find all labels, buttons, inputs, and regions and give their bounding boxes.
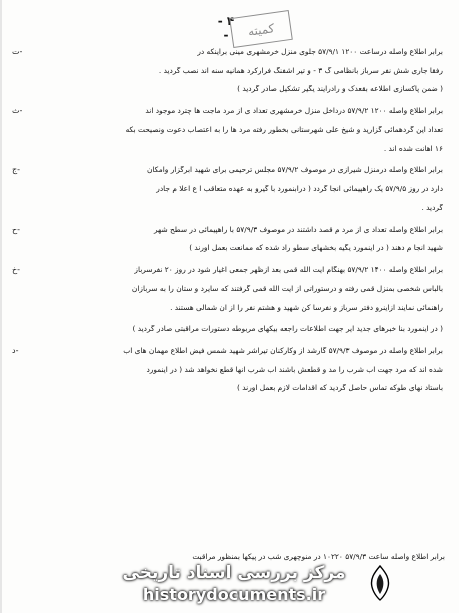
document-body	[12, 48, 443, 573]
paragraph-line: برابر اطلاع واصله تعداد ی از مرد م قصد داشتند در موصوف ۵۷/۹/۳ با راهپیمائی در سطح شهر	[153, 225, 443, 234]
paragraph-line: برابر اطلاع واصله درمنزل شیرازی در موصوف ۵۷/۹/۲ مجلس ترحیمی برای شهید ابرگزار وامکان	[147, 166, 443, 175]
paragraph	[12, 107, 443, 153]
paragraph-marker: ت-	[12, 47, 23, 56]
bottom-text-line: برابر اطلاع واصله ساعت ۵۷/۹/۳ ۱۰۲۲۰ در منوچهری شب در پیکها بمنظور مراقبت	[192, 552, 445, 561]
paragraph	[12, 266, 443, 312]
scan-edge	[0, 0, 2, 613]
paragraph-line: بالباس شخصی بمنزل قمی رفته و درستوراتی از آیت الله قمی گرفتند که سایرد و ستان را به سربازان	[131, 284, 443, 293]
paragraph-marker: خ-	[12, 265, 21, 275]
paragraph-marker: د-	[12, 346, 19, 356]
paragraph-line: باستاد نهای طوکه تماس حاصل گردید که اقدامات لازم بعمل آورند )	[237, 384, 443, 393]
paragraph-marker: ح-	[12, 224, 21, 234]
paragraph	[12, 347, 443, 393]
paragraph	[12, 226, 443, 253]
page-number: - ۴ -	[217, 14, 235, 42]
paragraph-marker	[12, 324, 26, 336]
paragraph-line: ( ضمن پاکسازی اطلاعه بقعدک و رادرایند یگیر تشکیل صادر گردید )	[237, 85, 443, 94]
paragraph-line: رفقا جاری شش نفر سرباز بانظامی گ ۳ - و تیر اشفنگ فرارکرد همانیه سنه اند نصب گردید .	[158, 66, 443, 75]
paragraph-line: راهنمائی نمایند ازاینرو دفتر سرباز و نفرسا کن شهید و هشتم نفر را از آن شمالی هستند .	[170, 303, 443, 312]
paragraph-marker: ج-	[12, 165, 21, 175]
paragraph-line: شهید انجا م دهند ( در اینمورد یگیه بخشهای سطو راد شده که ممانعت بعمل آورند )	[189, 244, 443, 253]
archive-stamp: کمیته	[229, 10, 293, 48]
paragraph-line: ۱۶ اهانت شده اند .	[383, 144, 443, 153]
paragraph-line: برابر اطلاع واصله درساعت ۱۲۰۰ ۵۷/۹/۱ جلوی منزل خرمشهری مینی براینکه در	[197, 48, 443, 56]
paragraph	[12, 48, 443, 94]
paragraph	[12, 325, 443, 334]
paragraph	[12, 166, 443, 212]
paragraph-marker: ث-	[12, 106, 23, 116]
paragraph-line: دارد در روز ۵۷/۹/۵ یک راهپیمائی انجا گردد ( درابنمورد با گیرو به عهده متعاقب ا ع اعلا م جادر	[156, 185, 443, 194]
paragraph-line: برابر اطلاع واصله ۱۲۰۰ ۵۷/۹/۲ درداخل منزل خرمشهری تعداد ی از مرد ماجت ها چترد موجود اند	[145, 107, 443, 116]
watermark-url: historydocuments.ir	[142, 585, 326, 604]
paragraph-line: گردید .	[421, 203, 443, 212]
paragraph-line: برابر اطلاع واصله ۱۴۰۰ ۵۷/۹/۲ بهنگام آیت الله قمی بعد ازظهر جمعی اغیار شود در روز ۲۰ نفرسرباز	[134, 266, 443, 275]
paragraph-line: تعداد این گردهمائی گزارید و شیخ علی شهرستانی بخطور رفته مرد ها را به اعتصاب دعوت ونصیحت بکه	[125, 125, 443, 134]
paragraph-line: ( در اینمورد بنا خبرهای جدید ایر جهت اطلاعات راجعه بیکهای مربوطه دستورات مراقبتی صادر گردید )	[132, 325, 443, 334]
paragraph-line: شده اند که مرد جهت آب شرب را مد و قطعش باشند آب شرب آنها قطع نخواهد شد ( در اینمورد	[146, 365, 443, 374]
paragraph-line: برابر اطلاع واصله در موصوف ۵۷/۹/۳ گارشد از وکارکنان تیراشر شهید شمس فیض اطلاع مهمان های آب	[123, 347, 443, 356]
watermark-title: مرکز بررسی اسناد تاریخی	[122, 563, 346, 583]
